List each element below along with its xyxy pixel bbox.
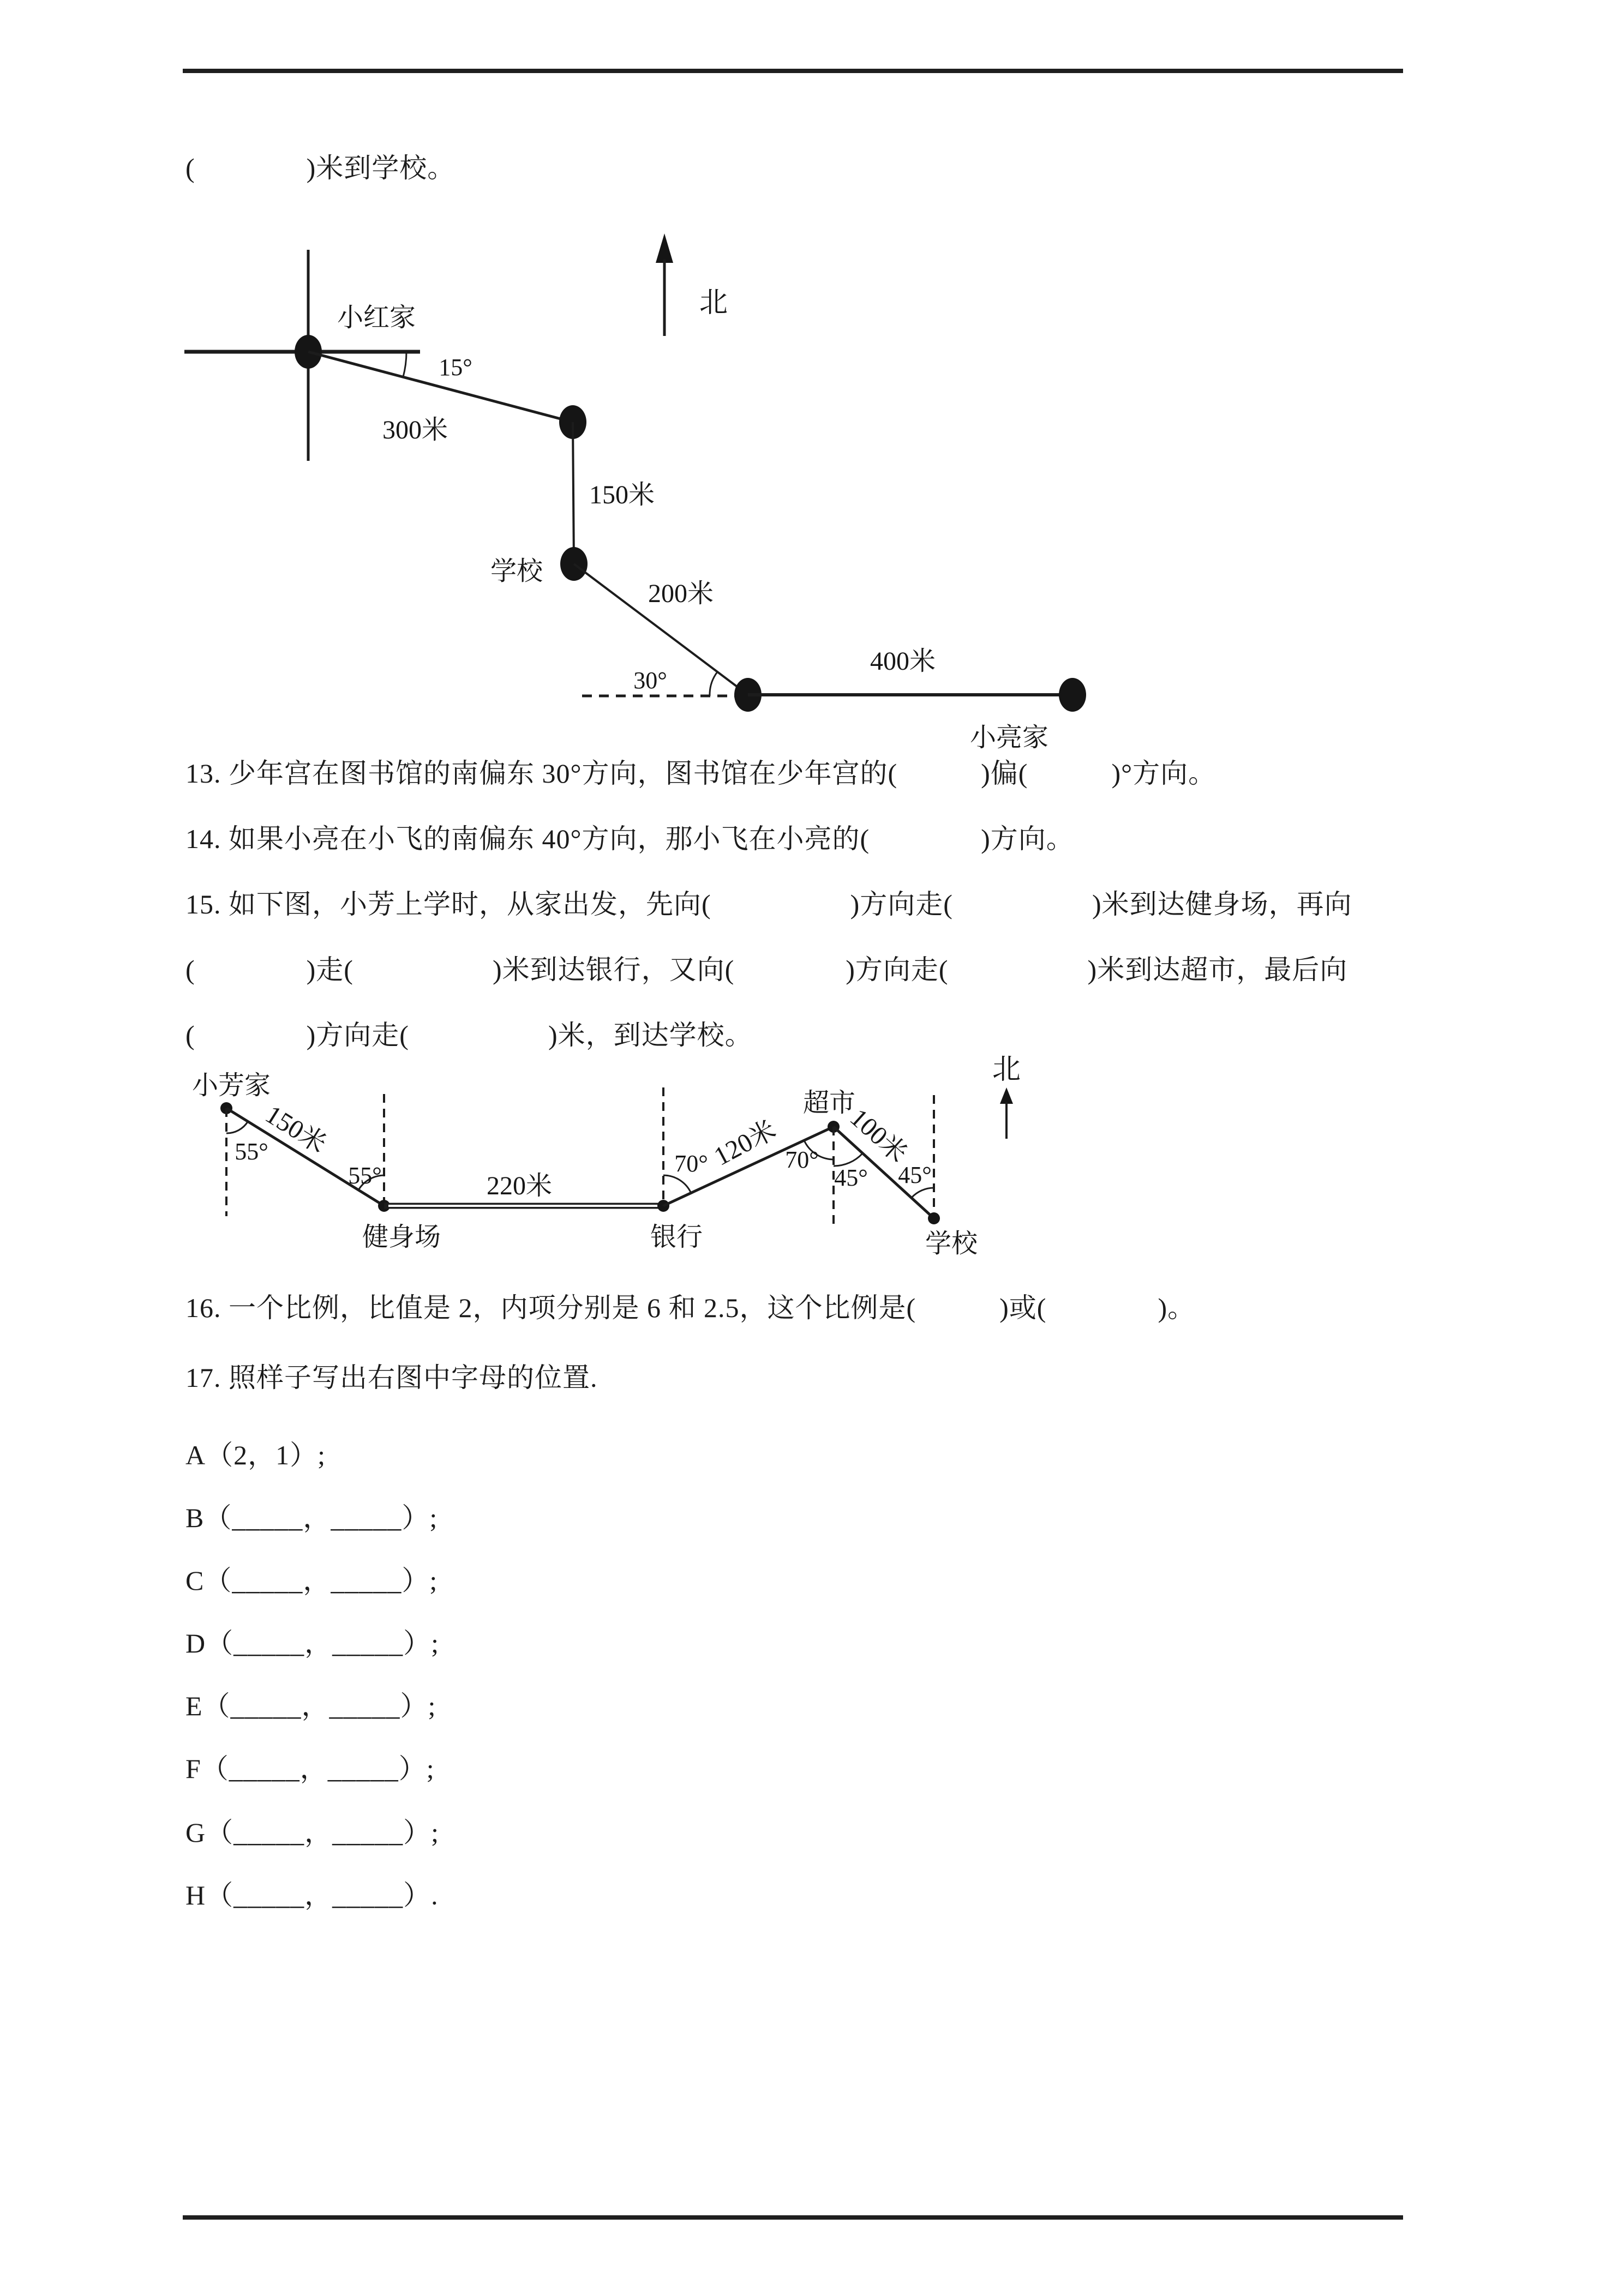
market-label: 超市: [802, 1089, 856, 1117]
question-15-line2: ( )走( )米到达银行，又向( )方向走( )米到达超市，最后向: [185, 954, 1348, 985]
angle-arc-home: [403, 352, 406, 377]
distance-150-label: 150米: [589, 480, 655, 509]
question-15-line1: 15. 如下图，小芳上学时，从家出发，先向( )方向走( )米到达健身场，再向: [185, 889, 1352, 919]
distance-150-label-2: 150米: [260, 1099, 332, 1159]
angle-market-left-label: 70°: [785, 1146, 819, 1173]
diagram-1: [180, 229, 1107, 753]
q17-item-a: A（2，1）;: [185, 1440, 326, 1470]
angle-arc-home2: [226, 1122, 248, 1133]
distance-120-label: 120米: [709, 1115, 781, 1171]
question-17-text: 17. 照样子写出右图中字母的位置.: [185, 1362, 598, 1393]
distance-100-label: 100米: [844, 1103, 913, 1169]
school2-point: [928, 1212, 940, 1224]
angle-home-label: 15°: [439, 354, 472, 381]
angle-home2-label: 55°: [235, 1138, 268, 1165]
footer-rule: [183, 2215, 1403, 2220]
q17-item-c: C（_____，_____）;: [185, 1565, 438, 1596]
home-label: 小红家: [337, 303, 416, 332]
angle-arc-bank: [663, 1175, 691, 1193]
q17-item-b: B（_____，_____）;: [185, 1502, 438, 1533]
diagram-2: [153, 1035, 1036, 1275]
angle-arc-school2: [912, 1188, 934, 1198]
north2-arrow-head: [1000, 1087, 1013, 1104]
xiaoliang-point: [1059, 678, 1086, 712]
route-p1-school: [573, 422, 574, 564]
north-label: 北: [699, 287, 728, 318]
angle-gym-label: 55°: [348, 1162, 382, 1189]
north-arrow-head: [656, 233, 673, 263]
intro-line: ( )米到学校。: [185, 153, 456, 183]
distance-220-label: 220米: [486, 1171, 553, 1200]
xiaofang-home-label: 小芳家: [191, 1071, 271, 1100]
bank-label: 银行: [650, 1223, 703, 1252]
q17-item-h: H（_____，_____）.: [185, 1880, 439, 1910]
school-label: 学校: [490, 557, 543, 586]
q17-item-g: G（_____，_____）;: [185, 1817, 439, 1848]
question-14-text: 14. 如果小亮在小飞的南偏东 40°方向，那小飞在小亮的( )方向。: [185, 824, 1074, 854]
question-15-line3: ( )方向走( )米，到达学校。: [185, 1020, 753, 1050]
header-rule: [183, 69, 1403, 73]
question-16-text: 16. 一个比例，比值是 2，内项分别是 6 和 2.5，这个比例是( )或( )。: [185, 1293, 1196, 1323]
north2-label: 北: [992, 1054, 1021, 1085]
angle-turn-label: 30°: [633, 667, 667, 694]
school2-label: 学校: [925, 1229, 978, 1258]
q17-item-f: F（_____，_____）;: [185, 1753, 435, 1784]
distance-300-label: 300米: [382, 416, 448, 444]
angle-school2-label: 45°: [898, 1162, 932, 1188]
q17-item-e: E（_____，_____）;: [185, 1691, 436, 1721]
question-13-text: 13. 少年宫在图书馆的南偏东 30°方向，图书馆在少年宫的( )偏( )°方向。: [185, 758, 1216, 789]
angle-arc-turn: [710, 672, 717, 696]
distance-400-label: 400米: [870, 647, 936, 676]
xiaoliang-label: 小亮家: [969, 723, 1049, 752]
distance-200-label: 200米: [648, 579, 714, 608]
gym-label: 健身场: [362, 1223, 441, 1252]
angle-bank-label: 70°: [674, 1150, 708, 1177]
angle-market-right-label: 45°: [834, 1164, 868, 1191]
q17-item-d: D（_____，_____）;: [185, 1628, 439, 1658]
